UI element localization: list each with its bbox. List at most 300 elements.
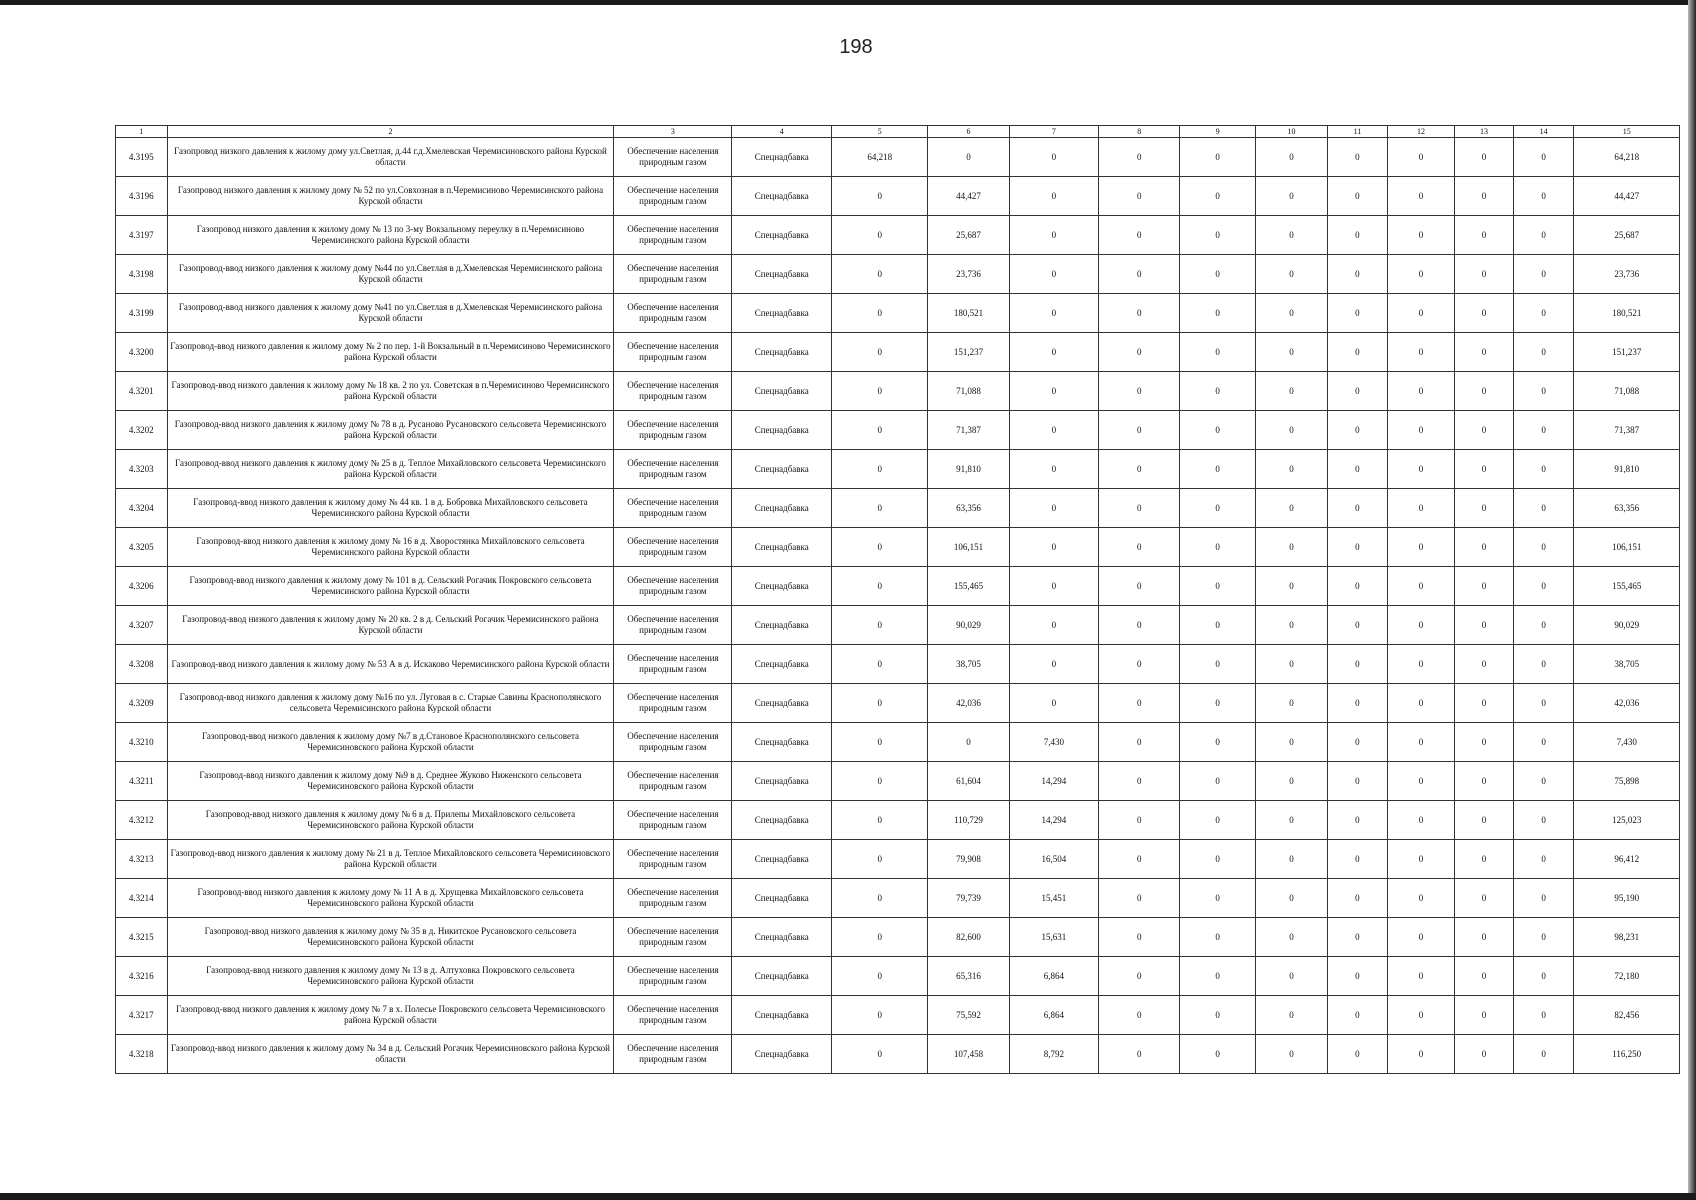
value-cell-col-11: 0 [1328, 333, 1388, 372]
funding-source-cell: Спецнадбавка [732, 216, 832, 255]
row-code-cell: 4.3196 [116, 177, 168, 216]
value-cell-col-12: 0 [1387, 567, 1455, 606]
purpose-cell: Обеспечение населения природным газом [614, 606, 732, 645]
table-row [116, 567, 1680, 606]
total-cell: 96,412 [1574, 840, 1680, 879]
value-cell-col-5: 0 [832, 372, 928, 411]
value-cell-col-9: 0 [1180, 879, 1256, 918]
value-cell-col-5: 0 [832, 567, 928, 606]
value-cell-col-5: 0 [832, 1035, 928, 1074]
object-name-cell: Газопровод-ввод низкого давления к жилому дому №9 в д. Среднее Жуково Ниженского сельсовета Черемисиновского района Курской области [167, 762, 614, 801]
value-cell-col-11: 0 [1328, 996, 1388, 1035]
column-number-cell: 2 [167, 126, 614, 138]
funding-source-cell: Спецнадбавка [732, 840, 832, 879]
value-cell-col-10: 0 [1255, 684, 1327, 723]
value-cell-col-9: 0 [1180, 216, 1256, 255]
purpose-cell: Обеспечение населения природным газом [614, 489, 732, 528]
column-number-cell: 10 [1255, 126, 1327, 138]
value-cell-col-14: 0 [1513, 333, 1574, 372]
value-cell-col-13: 0 [1455, 762, 1513, 801]
object-name-cell: Газопровод низкого давления к жилому дому ул.Светлая, д.44 г.д.Хмелевская Черемисиновского района Курской области [167, 138, 614, 177]
total-cell: 91,810 [1574, 450, 1680, 489]
table-row [116, 489, 1680, 528]
value-cell-col-6: 151,237 [928, 333, 1009, 372]
object-name-cell: Газопровод-ввод низкого давления к жилому дому № 11 А в д. Хрущевка Михайловского сельсовета Черемисиновского района Курской области [167, 879, 614, 918]
value-cell-col-11: 0 [1328, 528, 1388, 567]
value-cell-col-9: 0 [1180, 489, 1256, 528]
object-name-cell: Газопровод-ввод низкого давления к жилому дому № 35 в д. Никитское Русановского сельсовета Черемисиновского района Курской области [167, 918, 614, 957]
row-code-cell: 4.3198 [116, 255, 168, 294]
value-cell-col-13: 0 [1455, 255, 1513, 294]
value-cell-col-10: 0 [1255, 606, 1327, 645]
purpose-cell: Обеспечение населения природным газом [614, 255, 732, 294]
value-cell-col-9: 0 [1180, 528, 1256, 567]
table-row [116, 294, 1680, 333]
value-cell-col-8: 0 [1099, 333, 1180, 372]
value-cell-col-7: 0 [1009, 567, 1098, 606]
row-code-cell: 4.3205 [116, 528, 168, 567]
purpose-cell: Обеспечение населения природным газом [614, 216, 732, 255]
value-cell-col-13: 0 [1455, 333, 1513, 372]
value-cell-col-11: 0 [1328, 957, 1388, 996]
value-cell-col-6: 82,600 [928, 918, 1009, 957]
value-cell-col-8: 0 [1099, 801, 1180, 840]
value-cell-col-9: 0 [1180, 450, 1256, 489]
value-cell-col-11: 0 [1328, 801, 1388, 840]
value-cell-col-9: 0 [1180, 255, 1256, 294]
value-cell-col-10: 0 [1255, 762, 1327, 801]
value-cell-col-6: 61,604 [928, 762, 1009, 801]
funding-source-cell: Спецнадбавка [732, 528, 832, 567]
value-cell-col-6: 90,029 [928, 606, 1009, 645]
value-cell-col-7: 7,430 [1009, 723, 1098, 762]
value-cell-col-10: 0 [1255, 333, 1327, 372]
value-cell-col-5: 0 [832, 294, 928, 333]
row-code-cell: 4.3211 [116, 762, 168, 801]
column-number-cell: 12 [1387, 126, 1455, 138]
value-cell-col-14: 0 [1513, 684, 1574, 723]
value-cell-col-10: 0 [1255, 1035, 1327, 1074]
value-cell-col-5: 0 [832, 996, 928, 1035]
value-cell-col-14: 0 [1513, 645, 1574, 684]
value-cell-col-9: 0 [1180, 294, 1256, 333]
value-cell-col-12: 0 [1387, 801, 1455, 840]
object-name-cell: Газопровод-ввод низкого давления к жилому дому № 34 в д. Сельский Рогачик Черемисиновского района Курской области [167, 1035, 614, 1074]
value-cell-col-8: 0 [1099, 684, 1180, 723]
value-cell-col-7: 0 [1009, 372, 1098, 411]
value-cell-col-10: 0 [1255, 801, 1327, 840]
table-row [116, 684, 1680, 723]
column-number-cell: 1 [116, 126, 168, 138]
value-cell-col-6: 0 [928, 138, 1009, 177]
value-cell-col-10: 0 [1255, 138, 1327, 177]
value-cell-col-9: 0 [1180, 996, 1256, 1035]
purpose-cell: Обеспечение населения природным газом [614, 645, 732, 684]
value-cell-col-14: 0 [1513, 411, 1574, 450]
value-cell-col-9: 0 [1180, 645, 1256, 684]
page-number: 198 [839, 36, 873, 58]
value-cell-col-10: 0 [1255, 489, 1327, 528]
value-cell-col-13: 0 [1455, 957, 1513, 996]
purpose-cell: Обеспечение населения природным газом [614, 333, 732, 372]
column-number-cell: 5 [832, 126, 928, 138]
value-cell-col-10: 0 [1255, 996, 1327, 1035]
object-name-cell: Газопровод-ввод низкого давления к жилому дому № 53 А в д. Искаково Черемисинского района Курской области [167, 645, 614, 684]
total-cell: 125,023 [1574, 801, 1680, 840]
object-name-cell: Газопровод-ввод низкого давления к жилому дому № 21 в д. Теплое Михайловского сельсовета Черемисиновского района Курской области [167, 840, 614, 879]
table-row [116, 957, 1680, 996]
value-cell-col-11: 0 [1328, 138, 1388, 177]
value-cell-col-12: 0 [1387, 177, 1455, 216]
total-cell: 44,427 [1574, 177, 1680, 216]
object-name-cell: Газопровод низкого давления к жилому дому № 52 по ул.Совхозная в п.Черемисиново Черемисинского района Курской области [167, 177, 614, 216]
value-cell-col-14: 0 [1513, 606, 1574, 645]
funding-source-cell: Спецнадбавка [732, 801, 832, 840]
value-cell-col-9: 0 [1180, 411, 1256, 450]
table-row [116, 255, 1680, 294]
purpose-cell: Обеспечение населения природным газом [614, 801, 732, 840]
column-number-cell: 4 [732, 126, 832, 138]
value-cell-col-7: 0 [1009, 684, 1098, 723]
value-cell-col-12: 0 [1387, 450, 1455, 489]
funding-source-cell: Спецнадбавка [732, 645, 832, 684]
value-cell-col-14: 0 [1513, 255, 1574, 294]
value-cell-col-8: 0 [1099, 879, 1180, 918]
value-cell-col-5: 0 [832, 840, 928, 879]
total-cell: 7,430 [1574, 723, 1680, 762]
value-cell-col-13: 0 [1455, 996, 1513, 1035]
total-cell: 63,356 [1574, 489, 1680, 528]
value-cell-col-10: 0 [1255, 450, 1327, 489]
value-cell-col-14: 0 [1513, 723, 1574, 762]
value-cell-col-12: 0 [1387, 645, 1455, 684]
value-cell-col-8: 0 [1099, 528, 1180, 567]
purpose-cell: Обеспечение населения природным газом [614, 684, 732, 723]
value-cell-col-13: 0 [1455, 489, 1513, 528]
row-code-cell: 4.3214 [116, 879, 168, 918]
value-cell-col-10: 0 [1255, 918, 1327, 957]
funding-source-cell: Спецнадбавка [732, 723, 832, 762]
value-cell-col-6: 71,387 [928, 411, 1009, 450]
value-cell-col-7: 0 [1009, 489, 1098, 528]
row-code-cell: 4.3204 [116, 489, 168, 528]
value-cell-col-13: 0 [1455, 918, 1513, 957]
table-row [116, 723, 1680, 762]
row-code-cell: 4.3209 [116, 684, 168, 723]
row-code-cell: 4.3201 [116, 372, 168, 411]
row-code-cell: 4.3213 [116, 840, 168, 879]
value-cell-col-7: 16,504 [1009, 840, 1098, 879]
object-name-cell: Газопровод-ввод низкого давления к жилому дому № 78 в д. Русаново Русановского сельсовета Черемисинского района Курской области [167, 411, 614, 450]
purpose-cell: Обеспечение населения природным газом [614, 918, 732, 957]
row-code-cell: 4.3216 [116, 957, 168, 996]
funding-source-cell: Спецнадбавка [732, 411, 832, 450]
value-cell-col-11: 0 [1328, 372, 1388, 411]
object-name-cell: Газопровод-ввод низкого давления к жилому дому № 101 в д. Сельский Рогачик Покровского сельсовета Черемисинского района Курской области [167, 567, 614, 606]
row-code-cell: 4.3207 [116, 606, 168, 645]
row-code-cell: 4.3210 [116, 723, 168, 762]
value-cell-col-7: 14,294 [1009, 801, 1098, 840]
value-cell-col-14: 0 [1513, 138, 1574, 177]
column-number-cell: 9 [1180, 126, 1256, 138]
value-cell-col-8: 0 [1099, 918, 1180, 957]
total-cell: 64,218 [1574, 138, 1680, 177]
value-cell-col-8: 0 [1099, 450, 1180, 489]
table-row [116, 606, 1680, 645]
value-cell-col-9: 0 [1180, 333, 1256, 372]
value-cell-col-7: 0 [1009, 450, 1098, 489]
value-cell-col-10: 0 [1255, 840, 1327, 879]
object-name-cell: Газопровод-ввод низкого давления к жилому дому №44 по ул.Светлая в д.Хмелевская Черемисинского района Курской области [167, 255, 614, 294]
value-cell-col-7: 14,294 [1009, 762, 1098, 801]
funding-source-cell: Спецнадбавка [732, 294, 832, 333]
value-cell-col-13: 0 [1455, 450, 1513, 489]
value-cell-col-12: 0 [1387, 372, 1455, 411]
funding-source-cell: Спецнадбавка [732, 996, 832, 1035]
purpose-cell: Обеспечение населения природным газом [614, 450, 732, 489]
purpose-cell: Обеспечение населения природным газом [614, 177, 732, 216]
value-cell-col-5: 0 [832, 606, 928, 645]
value-cell-col-14: 0 [1513, 450, 1574, 489]
value-cell-col-5: 0 [832, 411, 928, 450]
value-cell-col-14: 0 [1513, 567, 1574, 606]
object-name-cell: Газопровод-ввод низкого давления к жилому дому № 6 в д. Прилепы Михайловского сельсовета Черемисиновского района Курской области [167, 801, 614, 840]
table-row [116, 879, 1680, 918]
value-cell-col-10: 0 [1255, 177, 1327, 216]
funding-source-cell: Спецнадбавка [732, 255, 832, 294]
table-row [116, 450, 1680, 489]
row-code-cell: 4.3208 [116, 645, 168, 684]
value-cell-col-14: 0 [1513, 996, 1574, 1035]
funding-source-cell: Спецнадбавка [732, 957, 832, 996]
value-cell-col-8: 0 [1099, 411, 1180, 450]
row-code-cell: 4.3206 [116, 567, 168, 606]
value-cell-col-5: 0 [832, 528, 928, 567]
purpose-cell: Обеспечение населения природным газом [614, 957, 732, 996]
value-cell-col-7: 0 [1009, 333, 1098, 372]
total-cell: 75,898 [1574, 762, 1680, 801]
table-row [116, 528, 1680, 567]
table-row [116, 840, 1680, 879]
value-cell-col-6: 63,356 [928, 489, 1009, 528]
purpose-cell: Обеспечение населения природным газом [614, 996, 732, 1035]
value-cell-col-12: 0 [1387, 489, 1455, 528]
column-number-cell: 3 [614, 126, 732, 138]
data-table-container [115, 125, 1680, 1074]
value-cell-col-12: 0 [1387, 138, 1455, 177]
value-cell-col-14: 0 [1513, 216, 1574, 255]
total-cell: 42,036 [1574, 684, 1680, 723]
value-cell-col-7: 0 [1009, 411, 1098, 450]
value-cell-col-12: 0 [1387, 879, 1455, 918]
value-cell-col-8: 0 [1099, 645, 1180, 684]
value-cell-col-12: 0 [1387, 528, 1455, 567]
object-name-cell: Газопровод-ввод низкого давления к жилому дому № 16 в д. Хворостянка Михайловского сельсовета Черемисинского района Курской области [167, 528, 614, 567]
value-cell-col-6: 180,521 [928, 294, 1009, 333]
value-cell-col-11: 0 [1328, 879, 1388, 918]
value-cell-col-12: 0 [1387, 723, 1455, 762]
value-cell-col-10: 0 [1255, 567, 1327, 606]
total-cell: 180,521 [1574, 294, 1680, 333]
row-code-cell: 4.3203 [116, 450, 168, 489]
value-cell-col-11: 0 [1328, 918, 1388, 957]
value-cell-col-12: 0 [1387, 996, 1455, 1035]
value-cell-col-6: 110,729 [928, 801, 1009, 840]
total-cell: 82,456 [1574, 996, 1680, 1035]
value-cell-col-5: 0 [832, 762, 928, 801]
value-cell-col-5: 0 [832, 645, 928, 684]
row-code-cell: 4.3199 [116, 294, 168, 333]
object-name-cell: Газопровод-ввод низкого давления к жилому дому № 7 в х. Полесье Покровского сельсовета Черемисиновского района Курской области [167, 996, 614, 1035]
purpose-cell: Обеспечение населения природным газом [614, 567, 732, 606]
value-cell-col-12: 0 [1387, 255, 1455, 294]
funding-source-cell: Спецнадбавка [732, 567, 832, 606]
value-cell-col-9: 0 [1180, 957, 1256, 996]
value-cell-col-14: 0 [1513, 957, 1574, 996]
value-cell-col-11: 0 [1328, 684, 1388, 723]
value-cell-col-8: 0 [1099, 840, 1180, 879]
value-cell-col-6: 79,739 [928, 879, 1009, 918]
value-cell-col-7: 8,792 [1009, 1035, 1098, 1074]
table-row [116, 645, 1680, 684]
value-cell-col-12: 0 [1387, 762, 1455, 801]
value-cell-col-6: 71,088 [928, 372, 1009, 411]
value-cell-col-6: 23,736 [928, 255, 1009, 294]
total-cell: 95,190 [1574, 879, 1680, 918]
value-cell-col-6: 155,465 [928, 567, 1009, 606]
value-cell-col-11: 0 [1328, 606, 1388, 645]
value-cell-col-5: 0 [832, 216, 928, 255]
value-cell-col-8: 0 [1099, 138, 1180, 177]
value-cell-col-8: 0 [1099, 723, 1180, 762]
value-cell-col-9: 0 [1180, 372, 1256, 411]
value-cell-col-13: 0 [1455, 801, 1513, 840]
value-cell-col-12: 0 [1387, 216, 1455, 255]
purpose-cell: Обеспечение населения природным газом [614, 840, 732, 879]
total-cell: 151,237 [1574, 333, 1680, 372]
value-cell-col-14: 0 [1513, 801, 1574, 840]
value-cell-col-14: 0 [1513, 1035, 1574, 1074]
object-name-cell: Газопровод-ввод низкого давления к жилому дому №7 в д.Становое Краснополянского сельсовета Черемисиновского района Курской области [167, 723, 614, 762]
value-cell-col-12: 0 [1387, 411, 1455, 450]
total-cell: 23,736 [1574, 255, 1680, 294]
total-cell: 38,705 [1574, 645, 1680, 684]
value-cell-col-8: 0 [1099, 1035, 1180, 1074]
value-cell-col-5: 0 [832, 879, 928, 918]
value-cell-col-8: 0 [1099, 762, 1180, 801]
value-cell-col-8: 0 [1099, 957, 1180, 996]
value-cell-col-13: 0 [1455, 528, 1513, 567]
value-cell-col-10: 0 [1255, 879, 1327, 918]
value-cell-col-14: 0 [1513, 489, 1574, 528]
value-cell-col-10: 0 [1255, 372, 1327, 411]
value-cell-col-7: 0 [1009, 645, 1098, 684]
value-cell-col-6: 91,810 [928, 450, 1009, 489]
table-row [116, 1035, 1680, 1074]
value-cell-col-8: 0 [1099, 177, 1180, 216]
total-cell: 106,151 [1574, 528, 1680, 567]
value-cell-col-13: 0 [1455, 177, 1513, 216]
total-cell: 72,180 [1574, 957, 1680, 996]
column-number-cell: 13 [1455, 126, 1513, 138]
value-cell-col-6: 0 [928, 723, 1009, 762]
value-cell-col-9: 0 [1180, 723, 1256, 762]
value-cell-col-14: 0 [1513, 762, 1574, 801]
row-code-cell: 4.3217 [116, 996, 168, 1035]
value-cell-col-10: 0 [1255, 645, 1327, 684]
value-cell-col-7: 6,864 [1009, 957, 1098, 996]
value-cell-col-6: 79,908 [928, 840, 1009, 879]
value-cell-col-8: 0 [1099, 606, 1180, 645]
value-cell-col-13: 0 [1455, 1035, 1513, 1074]
purpose-cell: Обеспечение населения природным газом [614, 762, 732, 801]
value-cell-col-9: 0 [1180, 840, 1256, 879]
value-cell-col-5: 0 [832, 957, 928, 996]
total-cell: 116,250 [1574, 1035, 1680, 1074]
table-row [116, 333, 1680, 372]
value-cell-col-9: 0 [1180, 177, 1256, 216]
value-cell-col-12: 0 [1387, 1035, 1455, 1074]
value-cell-col-11: 0 [1328, 411, 1388, 450]
funding-source-cell: Спецнадбавка [732, 177, 832, 216]
scan-border-bottom [0, 1193, 1696, 1200]
value-cell-col-12: 0 [1387, 294, 1455, 333]
row-code-cell: 4.3218 [116, 1035, 168, 1074]
value-cell-col-9: 0 [1180, 762, 1256, 801]
row-code-cell: 4.3195 [116, 138, 168, 177]
value-cell-col-7: 15,451 [1009, 879, 1098, 918]
value-cell-col-13: 0 [1455, 606, 1513, 645]
value-cell-col-12: 0 [1387, 840, 1455, 879]
value-cell-col-5: 0 [832, 177, 928, 216]
value-cell-col-6: 106,151 [928, 528, 1009, 567]
total-cell: 98,231 [1574, 918, 1680, 957]
value-cell-col-14: 0 [1513, 528, 1574, 567]
scan-border-right [1688, 0, 1696, 1200]
value-cell-col-14: 0 [1513, 918, 1574, 957]
data-table [115, 125, 1680, 1074]
funding-source-cell: Спецнадбавка [732, 918, 832, 957]
object-name-cell: Газопровод-ввод низкого давления к жилому дому №16 по ул. Луговая в с. Старые Савины Краснополянского сельсовета Черемисинского района Курской области [167, 684, 614, 723]
funding-source-cell: Спецнадбавка [732, 333, 832, 372]
value-cell-col-8: 0 [1099, 996, 1180, 1035]
value-cell-col-10: 0 [1255, 216, 1327, 255]
column-number-cell: 14 [1513, 126, 1574, 138]
column-number-cell: 11 [1328, 126, 1388, 138]
value-cell-col-6: 44,427 [928, 177, 1009, 216]
value-cell-col-7: 6,864 [1009, 996, 1098, 1035]
value-cell-col-9: 0 [1180, 606, 1256, 645]
value-cell-col-13: 0 [1455, 723, 1513, 762]
value-cell-col-5: 0 [832, 684, 928, 723]
column-number-header [116, 126, 1680, 138]
table-row [116, 177, 1680, 216]
total-cell: 155,465 [1574, 567, 1680, 606]
purpose-cell: Обеспечение населения природным газом [614, 528, 732, 567]
value-cell-col-9: 0 [1180, 1035, 1256, 1074]
value-cell-col-5: 0 [832, 450, 928, 489]
purpose-cell: Обеспечение населения природным газом [614, 294, 732, 333]
table-row [116, 762, 1680, 801]
value-cell-col-13: 0 [1455, 294, 1513, 333]
object-name-cell: Газопровод-ввод низкого давления к жилому дому № 44 кв. 1 в д. Бобровка Михайловского сельсовета Черемисинского района Курской области [167, 489, 614, 528]
value-cell-col-5: 64,218 [832, 138, 928, 177]
row-code-cell: 4.3197 [116, 216, 168, 255]
object-name-cell: Газопровод-ввод низкого давления к жилому дому № 25 в д. Теплое Михайловского сельсовета Черемисинского района Курской области [167, 450, 614, 489]
value-cell-col-5: 0 [832, 333, 928, 372]
value-cell-col-6: 65,316 [928, 957, 1009, 996]
value-cell-col-12: 0 [1387, 918, 1455, 957]
